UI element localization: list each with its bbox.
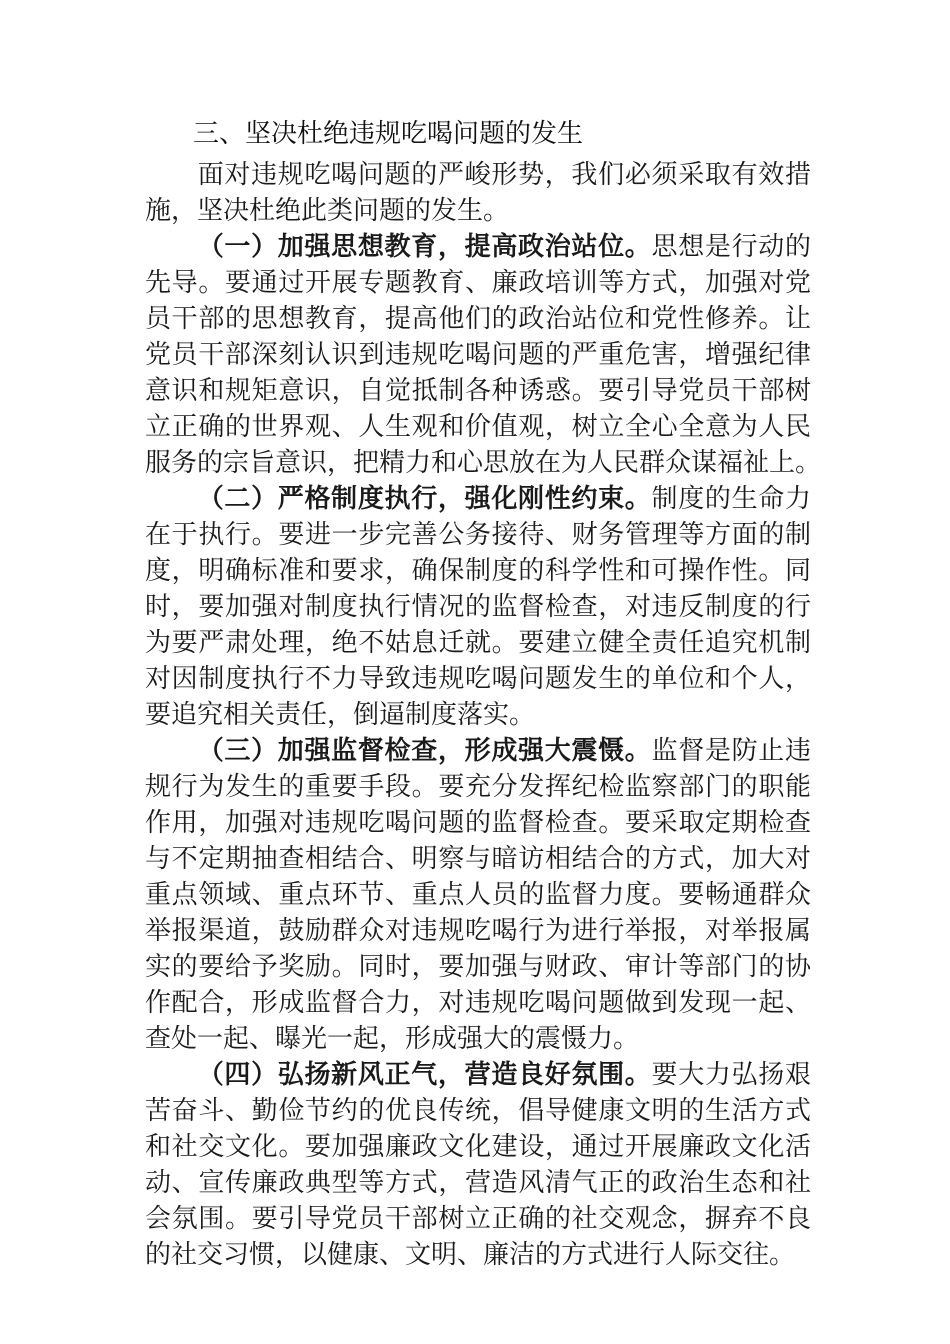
section-3-line-5: 举报渠道，鼓励群众对违规吃喝行为进行举报，对举报属	[145, 916, 811, 946]
section-3-line-3: 与不定期抽查相结合、明察与暗访相结合的方式，加大对	[145, 844, 811, 874]
section-1-first-rest: 思想是行动的	[651, 232, 811, 262]
section-2-line-5: 对因制度执行不力导致违规吃喝问题发生的单位和个人，	[145, 664, 811, 694]
section-4-first-line	[145, 1056, 811, 1094]
section-heading: 三、坚决杜绝违规吃喝问题的发生	[193, 119, 584, 149]
section-4-lead: （四）弘扬新风正气，营造良好氛围。	[197, 1060, 652, 1090]
section-2-first-line	[145, 480, 811, 518]
section-2-line-4: 为要严肃处理，绝不姑息迁就。要建立健全责任追究机制	[145, 628, 811, 658]
section-4-line-5: 的社交习惯，以健康、文明、廉洁的方式进行人际交往。	[145, 1240, 796, 1270]
section-1-line-4: 意识和规矩意识，自觉抵制各种诱惑。要引导党员干部树	[145, 376, 811, 406]
section-1-lead: （一）加强思想教育，提高政治站位。	[197, 232, 652, 262]
section-3-line-2: 作用，加强对违规吃喝问题的监督检查。要采取定期检查	[145, 808, 811, 838]
section-4-line-3: 动、宣传廉政典型等方式，营造风清气正的政治生态和社	[145, 1168, 811, 1198]
section-1-line-1: 先导。要通过开展专题教育、廉政培训等方式，加强对党	[145, 268, 811, 298]
section-4-line-4: 会氛围。要引导党员干部树立正确的社交观念，摒弃不良	[145, 1204, 811, 1234]
section-1-line-2: 员干部的思想教育，提高他们的政治站位和党性修养。让	[145, 304, 811, 334]
section-1-line-3: 党员干部深刻认识到违规吃喝问题的严重危害，增强纪律	[145, 340, 811, 370]
section-2-line-1: 在于执行。要进一步完善公务接待、财务管理等方面的制	[145, 520, 811, 550]
section-3-line-7: 作配合，形成监督合力，对违规吃喝问题做到发现一起、	[145, 988, 811, 1018]
section-1-line-5: 立正确的世界观、人生观和价值观，树立全心全意为人民	[145, 412, 811, 442]
section-2-line-2: 度，明确标准和要求，确保制度的科学性和可操作性。同	[145, 556, 811, 586]
section-2-first-rest: 制度的生命力	[651, 484, 811, 514]
section-2-line-3: 时，要加强对制度执行情况的监督检查，对违反制度的行	[145, 592, 811, 622]
section-3-line-6: 实的要给予奖励。同时，要加强与财政、审计等部门的协	[145, 952, 811, 982]
intro-line-1	[145, 156, 811, 194]
section-3-first-rest: 监督是防止违	[651, 736, 811, 766]
section-3-lead: （三）加强监督检查，形成强大震慑。	[197, 736, 652, 766]
section-1-first-line	[145, 228, 811, 266]
section-3-line-8: 查处一起、曝光一起，形成强大的震慑力。	[145, 1024, 640, 1054]
section-3-first-line	[145, 732, 811, 770]
section-2-line-6: 要追究相关责任，倒逼制度落实。	[145, 700, 536, 730]
section-4-line-2: 和社交文化。要加强廉政文化建设，通过开展廉政文化活	[145, 1132, 811, 1162]
section-4-line-1: 苦奋斗、勤俭节约的优良传统，倡导健康文明的生活方式	[145, 1096, 811, 1126]
section-4-first-rest: 要大力弘扬艰	[651, 1060, 811, 1090]
section-3-line-4: 重点领域、重点环节、重点人员的监督力度。要畅通群众	[145, 880, 811, 910]
intro-line-2: 施，坚决杜绝此类问题的发生。	[145, 196, 510, 226]
section-3-line-1: 规行为发生的重要手段。要充分发挥纪检监察部门的职能	[145, 772, 811, 802]
section-1-line-6: 服务的宗旨意识，把精力和心思放在为人民群众谋福祉上。	[145, 448, 822, 478]
intro-text-1: 面对违规吃喝问题的严峻形势，我们必须采取有效措	[197, 160, 811, 190]
section-2-lead: （二）严格制度执行，强化刚性约束。	[197, 484, 652, 514]
